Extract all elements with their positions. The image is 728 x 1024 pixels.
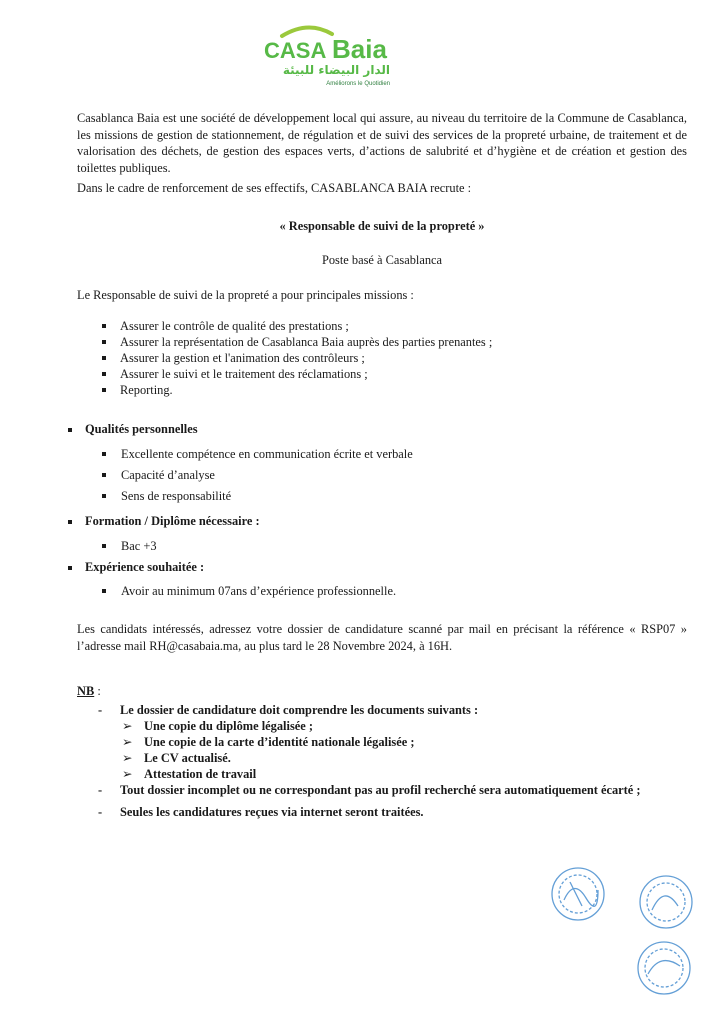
job-location: Poste basé à Casablanca bbox=[321, 253, 443, 267]
dash-marker: - bbox=[98, 703, 103, 717]
nb-note: Tout dossier incomplet ou ne correspondant pas au profil recherché sera automatiquement écarté ; bbox=[120, 783, 641, 797]
document-item bbox=[98, 734, 658, 750]
formation-heading: Formation / Diplôme nécessaire : bbox=[85, 514, 260, 528]
nb-notes bbox=[98, 702, 658, 820]
list-item: Bac +3 bbox=[121, 539, 157, 553]
signature-stamps bbox=[540, 860, 710, 1000]
nb-note-row bbox=[98, 804, 658, 820]
document-item bbox=[98, 766, 658, 782]
stamp-right-bottom bbox=[638, 942, 690, 994]
logo-brand-baia: Baia bbox=[332, 34, 387, 64]
dash-marker: - bbox=[98, 805, 103, 819]
logo-tagline: Améliorons le Quotidien bbox=[326, 81, 390, 87]
list-item: Assurer le contrôle de qualité des prestations ; bbox=[120, 318, 492, 334]
nb-dossier-intro: Le dossier de candidature doit comprendre les documents suivants : bbox=[120, 703, 479, 717]
dash-marker: - bbox=[98, 783, 103, 797]
list-item: Excellente compétence en communication écrite et verbale bbox=[121, 447, 413, 461]
stamp-left bbox=[552, 868, 604, 920]
logo-brand-casa: CASA bbox=[264, 38, 327, 63]
qualites-list bbox=[121, 446, 413, 509]
arrow-bullet-icon: ➢ bbox=[122, 767, 133, 781]
document-item bbox=[98, 718, 658, 734]
company-logo bbox=[262, 22, 402, 90]
list-item: Reporting. bbox=[120, 382, 492, 398]
nb-note-row bbox=[98, 782, 658, 798]
experience-list bbox=[121, 583, 396, 604]
logo-arabic: الدار البيضاء للبيئة bbox=[282, 63, 390, 77]
nb-note: Seules les candidatures reçues via internet seront traitées. bbox=[120, 805, 424, 819]
missions-intro: Le Responsable de suivi de la propreté a pour principales missions : bbox=[77, 288, 414, 302]
arrow-bullet-icon: ➢ bbox=[122, 751, 133, 765]
list-item: Sens de responsabilité bbox=[121, 488, 413, 504]
stamp-right-top bbox=[640, 876, 692, 928]
document-item bbox=[98, 750, 658, 766]
list-item: Assurer la représentation de Casablanca Baia auprès des parties prenantes ; bbox=[120, 335, 493, 349]
document-label: Une copie de la carte d’identité nationale légalisée ; bbox=[144, 735, 415, 749]
recruit-line: Dans le cadre de renforcement de ses effectifs, CASABLANCA BAIA recrute : bbox=[77, 181, 472, 195]
nb-dossier-row bbox=[98, 702, 658, 718]
document-label: Une copie du diplôme légalisée ; bbox=[144, 719, 313, 733]
intro-paragraph: Casablanca Baia est une société de développement local qui assure, au niveau du territoire de la Commune de Casablanca, les missions de gestion de stationnement, de régulation et de suivi des services de la propreté urbaine, de traitement et de valorisation des déchets, de gestion des espaces verts, d’actions de salubrité et d’hygiène et de création et gestion des toilettes publiques. bbox=[77, 111, 687, 175]
list-item: Assurer la gestion et l'animation des contrôleurs ; bbox=[120, 350, 492, 366]
nb-label bbox=[77, 684, 101, 699]
list-item: Avoir au minimum 07ans d’expérience professionnelle. bbox=[121, 584, 397, 598]
arrow-bullet-icon: ➢ bbox=[122, 719, 133, 733]
application-instructions: Les candidats intéressés, adressez votre dossier de candidature scanné par mail en précisant la référence « RSP07 » l’adresse mail RH@casabaia.ma, au plus tard le 28 Novembre 2024, à 16H. bbox=[77, 622, 687, 653]
document-label: Le CV actualisé. bbox=[144, 751, 231, 765]
experience-heading: Expérience souhaitée : bbox=[85, 560, 205, 574]
nb-colon: : bbox=[94, 684, 101, 698]
document-label: Attestation de travail bbox=[144, 767, 257, 781]
qualites-heading: Qualités personnelles bbox=[85, 422, 198, 436]
list-item: Assurer le suivi et le traitement des réclamations ; bbox=[120, 366, 492, 382]
arrow-bullet-icon: ➢ bbox=[122, 735, 133, 749]
list-item: Capacité d’analyse bbox=[121, 467, 413, 483]
missions-list bbox=[120, 318, 492, 398]
nb-label-text: NB bbox=[77, 684, 95, 698]
job-title: « Responsable de suivi de la propreté » bbox=[279, 219, 485, 233]
formation-list bbox=[121, 538, 157, 559]
